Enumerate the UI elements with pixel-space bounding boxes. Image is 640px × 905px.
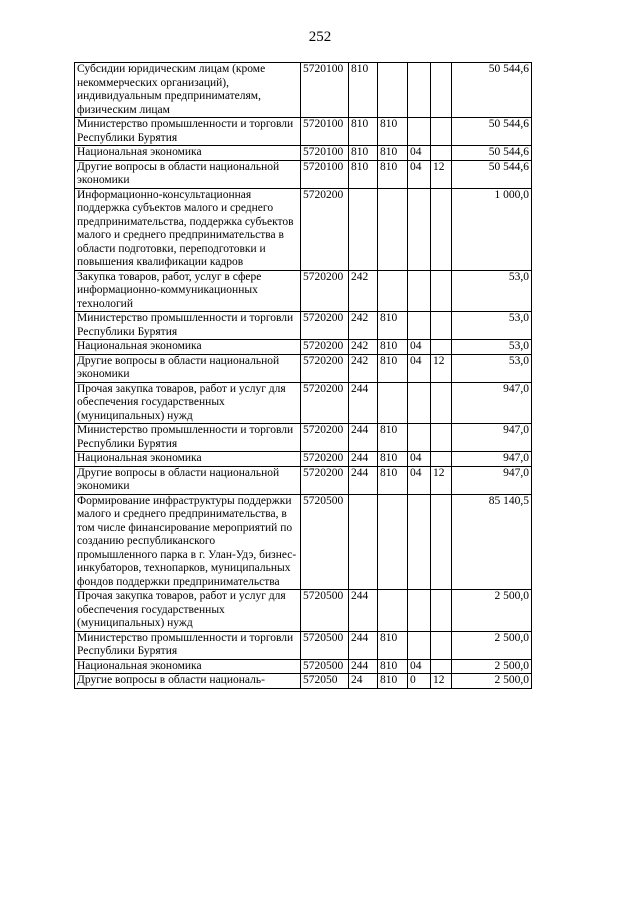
- row-ministry-code: 810: [378, 354, 408, 382]
- table-row: [75, 146, 532, 161]
- row-expense-type: 244: [349, 590, 378, 632]
- row-amount: 53,0: [452, 270, 532, 312]
- row-section: 04: [408, 354, 431, 382]
- row-section: [408, 494, 431, 590]
- row-section: [408, 63, 431, 118]
- row-name: Министерство промышленности и торговли Республики Бурятия: [75, 424, 301, 452]
- row-section: 04: [408, 452, 431, 467]
- row-target-code: 5720200: [301, 270, 349, 312]
- table-row: [75, 466, 532, 494]
- row-name: Другие вопросы в области национальной экономики: [75, 160, 301, 188]
- table-row: [75, 452, 532, 467]
- row-expense-type: 810: [349, 160, 378, 188]
- table-row: [75, 118, 532, 146]
- row-target-code: 5720200: [301, 382, 349, 424]
- row-section: [408, 118, 431, 146]
- table-row: [75, 494, 532, 590]
- table-row: [75, 270, 532, 312]
- row-ministry-code: [378, 494, 408, 590]
- table-row: [75, 631, 532, 659]
- row-expense-type: 24: [349, 674, 378, 689]
- row-ministry-code: 810: [378, 674, 408, 689]
- row-target-code: 5720500: [301, 631, 349, 659]
- row-name: Другие вопросы в области национальной экономики: [75, 354, 301, 382]
- row-subsection: [431, 340, 452, 355]
- page-number: 252: [308, 29, 332, 45]
- budget-table: [74, 62, 532, 689]
- row-name: Национальная экономика: [75, 452, 301, 467]
- row-name: Другие вопросы в области национальной экономики: [75, 466, 301, 494]
- row-expense-type: 242: [349, 340, 378, 355]
- row-name: Формирование инфраструктуры поддержки малого и среднего предпринимательства, в том числе финансирование мероприятий по созданию республиканского промышленного парка в г. Улан-Удэ, бизнес-инкубаторов, технопарков, муниципальных фондов поддержки предпринимательства: [75, 494, 301, 590]
- row-target-code: 5720100: [301, 146, 349, 161]
- row-section: 04: [408, 146, 431, 161]
- row-subsection: 12: [431, 354, 452, 382]
- row-expense-type: 242: [349, 270, 378, 312]
- row-target-code: 5720200: [301, 354, 349, 382]
- row-name: Министерство промышленности и торговли Республики Бурятия: [75, 631, 301, 659]
- row-subsection: [431, 312, 452, 340]
- row-subsection: [431, 188, 452, 270]
- row-expense-type: 244: [349, 424, 378, 452]
- table-row: [75, 674, 532, 689]
- row-amount: 947,0: [452, 424, 532, 452]
- table-row: [75, 354, 532, 382]
- row-target-code: 5720200: [301, 340, 349, 355]
- table-row: [75, 590, 532, 632]
- row-expense-type: 244: [349, 631, 378, 659]
- row-ministry-code: 810: [378, 631, 408, 659]
- row-expense-type: 810: [349, 146, 378, 161]
- row-ministry-code: 810: [378, 340, 408, 355]
- row-section: [408, 270, 431, 312]
- row-name: Субсидии юридическим лицам (кроме некоммерческих организаций), индивидуальным предпринимателям, физическим лицам: [75, 63, 301, 118]
- row-target-code: 5720500: [301, 590, 349, 632]
- row-amount: 1 000,0: [452, 188, 532, 270]
- row-name: Закупка товаров, работ, услуг в сфере информационно-коммуникационных технологий: [75, 270, 301, 312]
- row-ministry-code: [378, 270, 408, 312]
- row-amount: 50 544,6: [452, 146, 532, 161]
- row-name: Прочая закупка товаров, работ и услуг для обеспечения государственных (муниципальных) нужд: [75, 382, 301, 424]
- row-ministry-code: 810: [378, 424, 408, 452]
- table-row: [75, 63, 532, 118]
- row-subsection: 12: [431, 466, 452, 494]
- row-amount: 947,0: [452, 452, 532, 467]
- row-subsection: [431, 270, 452, 312]
- row-ministry-code: 810: [378, 659, 408, 674]
- row-expense-type: 244: [349, 466, 378, 494]
- row-name: Национальная экономика: [75, 146, 301, 161]
- row-section: 04: [408, 160, 431, 188]
- row-ministry-code: 810: [378, 118, 408, 146]
- row-subsection: [431, 494, 452, 590]
- row-amount: 2 500,0: [452, 674, 532, 689]
- row-target-code: 5720500: [301, 659, 349, 674]
- row-ministry-code: 810: [378, 146, 408, 161]
- row-subsection: [431, 146, 452, 161]
- row-ministry-code: 810: [378, 312, 408, 340]
- row-target-code: 5720100: [301, 160, 349, 188]
- row-name: Прочая закупка товаров, работ и услуг для обеспечения государственных (муниципальных) нужд: [75, 590, 301, 632]
- row-expense-type: 242: [349, 312, 378, 340]
- row-amount: 2 500,0: [452, 590, 532, 632]
- row-subsection: [431, 590, 452, 632]
- row-target-code: 5720200: [301, 312, 349, 340]
- row-section: 0: [408, 674, 431, 689]
- row-subsection: [431, 63, 452, 118]
- row-amount: 50 544,6: [452, 118, 532, 146]
- row-ministry-code: 810: [378, 452, 408, 467]
- row-section: [408, 382, 431, 424]
- row-subsection: [431, 631, 452, 659]
- row-name: Национальная экономика: [75, 659, 301, 674]
- row-amount: 50 544,6: [452, 63, 532, 118]
- row-ministry-code: [378, 188, 408, 270]
- row-amount: 53,0: [452, 312, 532, 340]
- row-name: Министерство промышленности и торговли Республики Бурятия: [75, 312, 301, 340]
- row-subsection: [431, 452, 452, 467]
- row-ministry-code: [378, 382, 408, 424]
- row-name: Министерство промышленности и торговли Республики Бурятия: [75, 118, 301, 146]
- row-amount: 2 500,0: [452, 659, 532, 674]
- row-expense-type: 242: [349, 354, 378, 382]
- row-expense-type: 810: [349, 63, 378, 118]
- table-row: [75, 424, 532, 452]
- row-section: 04: [408, 466, 431, 494]
- row-section: [408, 424, 431, 452]
- table-row: [75, 188, 532, 270]
- row-subsection: 12: [431, 160, 452, 188]
- row-target-code: 5720100: [301, 63, 349, 118]
- row-amount: 947,0: [452, 382, 532, 424]
- row-expense-type: 244: [349, 659, 378, 674]
- row-section: 04: [408, 659, 431, 674]
- row-target-code: 5720200: [301, 188, 349, 270]
- row-subsection: [431, 659, 452, 674]
- row-amount: 53,0: [452, 340, 532, 355]
- row-subsection: [431, 424, 452, 452]
- row-subsection: [431, 382, 452, 424]
- table-row: [75, 312, 532, 340]
- row-target-code: 5720200: [301, 452, 349, 467]
- row-amount: 947,0: [452, 466, 532, 494]
- row-ministry-code: 810: [378, 160, 408, 188]
- row-expense-type: 810: [349, 118, 378, 146]
- row-amount: 2 500,0: [452, 631, 532, 659]
- row-name: Информационно-консультационная поддержка субъектов малого и среднего предпринимательства, поддержка субъектов малого и среднего предпринимательства в области подготовки, переподготовки и повышения квалификации кадров: [75, 188, 301, 270]
- row-ministry-code: [378, 63, 408, 118]
- table-row: [75, 340, 532, 355]
- row-expense-type: [349, 188, 378, 270]
- row-section: [408, 631, 431, 659]
- row-name: Другие вопросы в области националь-: [75, 674, 301, 689]
- row-subsection: [431, 118, 452, 146]
- row-section: [408, 590, 431, 632]
- row-ministry-code: 810: [378, 466, 408, 494]
- table-row: [75, 659, 532, 674]
- row-target-code: 5720100: [301, 118, 349, 146]
- row-ministry-code: [378, 590, 408, 632]
- row-name: Национальная экономика: [75, 340, 301, 355]
- row-amount: 50 544,6: [452, 160, 532, 188]
- row-section: 04: [408, 340, 431, 355]
- row-expense-type: [349, 494, 378, 590]
- row-target-code: 5720200: [301, 466, 349, 494]
- row-expense-type: 244: [349, 452, 378, 467]
- table-row: [75, 382, 532, 424]
- row-target-code: 5720500: [301, 494, 349, 590]
- row-target-code: 5720200: [301, 424, 349, 452]
- row-amount: 53,0: [452, 354, 532, 382]
- table-row: [75, 160, 532, 188]
- row-section: [408, 312, 431, 340]
- row-section: [408, 188, 431, 270]
- row-expense-type: 244: [349, 382, 378, 424]
- row-subsection: 12: [431, 674, 452, 689]
- row-amount: 85 140,5: [452, 494, 532, 590]
- row-target-code: 572050: [301, 674, 349, 689]
